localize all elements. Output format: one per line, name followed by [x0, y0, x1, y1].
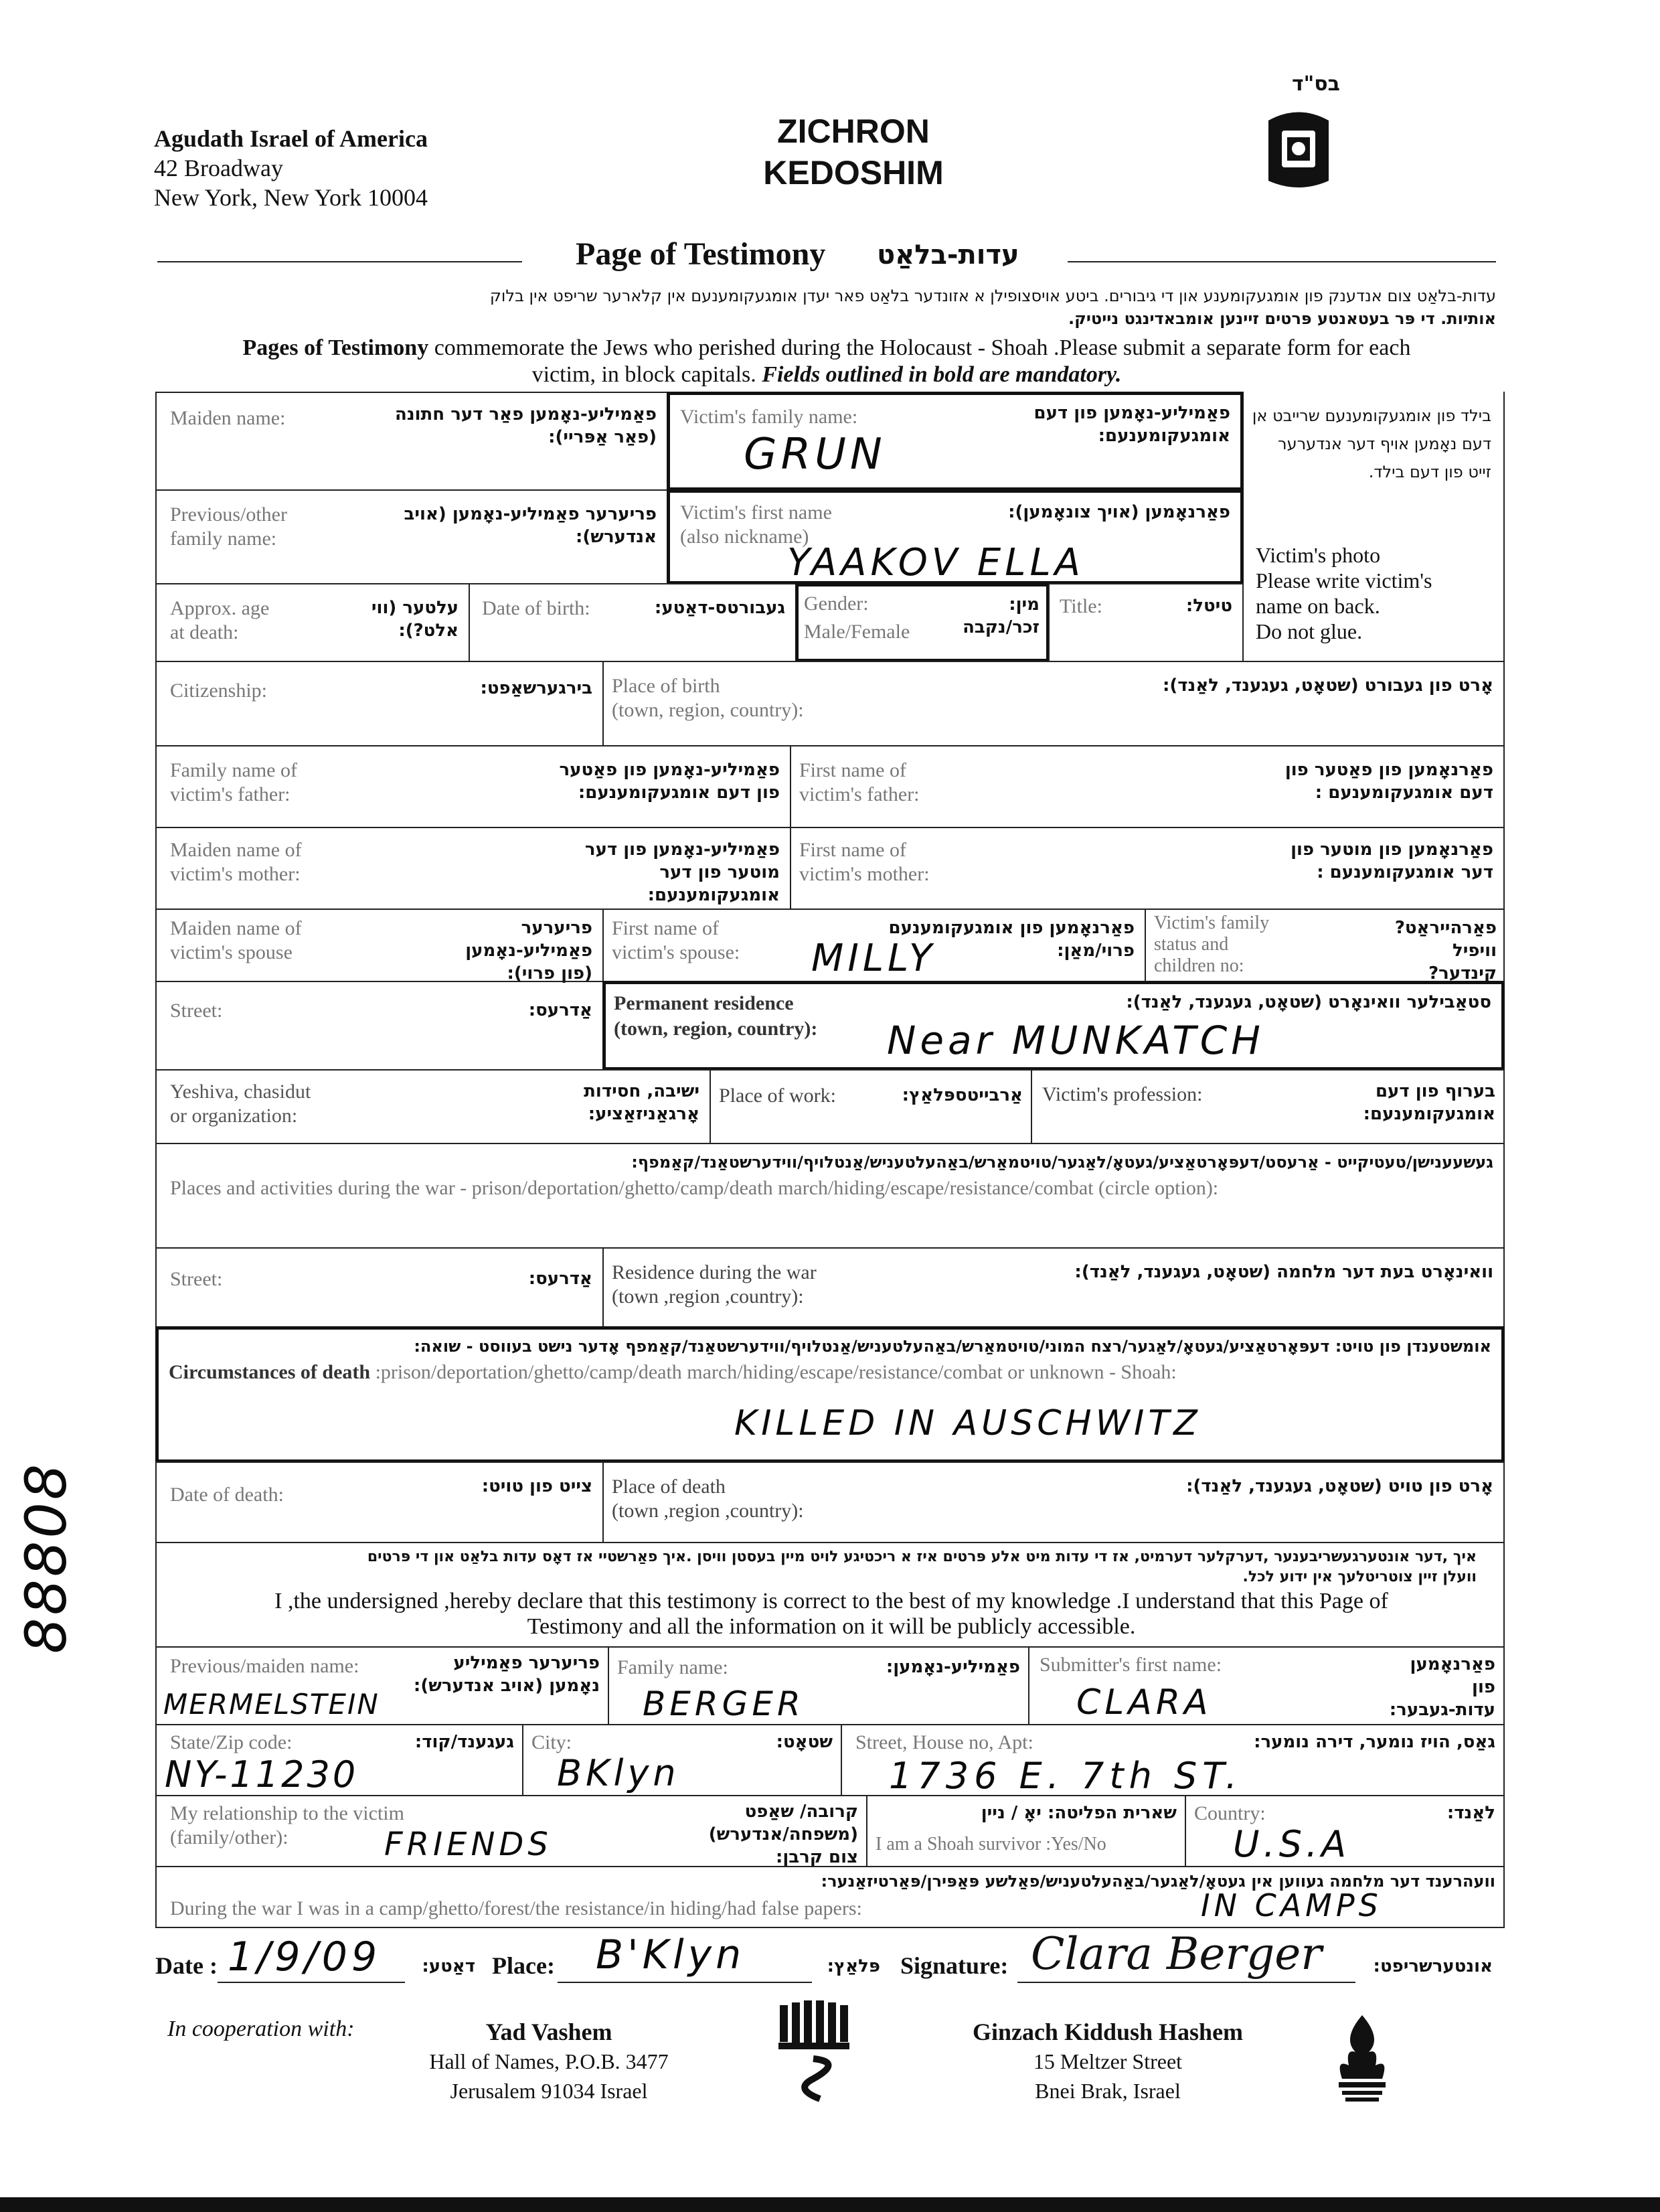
yad-vashem-name: Yad Vashem	[485, 2019, 612, 2045]
date-of-death-label: Date of death:	[170, 1484, 284, 1506]
circumstances-hebrew: אומשטענדן פון טויט: דעפּאָרטאַציע/געטאָ/לאַגער/רצח המוני/טויטמאַרש/באַהעלטעניש/אַנטלויף/ווידערשטאַנד/קאַמפף אָדער נישט בעווסט - שואה:	[414, 1337, 1491, 1356]
residence-war-label-2: (town ,region ,country):	[612, 1285, 804, 1308]
title-label: Title:	[1060, 595, 1102, 617]
permanent-residence-label-1: Permanent residence	[614, 992, 794, 1014]
date-of-birth-label: Date of birth:	[482, 597, 590, 619]
place-hebrew: פּלאַץ:	[827, 1956, 880, 1976]
form-title-hebrew: עדות-בלאַט	[877, 240, 1019, 270]
spouse-first-name-field[interactable]	[602, 908, 1146, 982]
approx-age-field[interactable]	[155, 583, 470, 662]
approx-age-label-2: at death:	[170, 621, 239, 643]
circumstances-label-bold: Circumstances of death	[169, 1361, 371, 1383]
state-zip-label: State/Zip code:	[170, 1731, 293, 1753]
victim-family-name-value: GRUN	[744, 430, 886, 479]
place-of-work-field[interactable]	[710, 1069, 1032, 1144]
mother-first-label-2: victim's mother:	[799, 863, 930, 885]
residence-war-hebrew: וואינאָרט בעת דער מלחמה (שטאָט, געגענד, לאַנד):	[1074, 1262, 1493, 1282]
submitter-street-label: Street, House no, Apt:	[855, 1731, 1033, 1753]
date-of-birth-field[interactable]	[469, 583, 797, 662]
ginzach-name: Ginzach Kiddush Hashem	[972, 2019, 1244, 2045]
victim-first-name-value: YAAKOV ELLA	[787, 541, 1084, 584]
spouse-first-label-1: First name of	[612, 917, 719, 939]
victim-first-name-label-1: Victim's first name	[680, 501, 832, 524]
gender-options: Male/Female	[804, 621, 910, 643]
permanent-residence-hebrew: סטאַבילער וואינאָרט (שטאָט, געגענד, לאַנד):	[1126, 992, 1491, 1012]
ginzach-flame-logo-icon	[1329, 2012, 1396, 2106]
bsd-mark: בס"ד	[1292, 72, 1340, 96]
submitter-family-name-label: Family name:	[617, 1656, 728, 1678]
during-war-label: During the war I was in a camp/ghetto/forest/the resistance/in hiding/had false papers:	[170, 1897, 862, 1919]
place-of-birth-label-2: (town, region, country):	[612, 699, 804, 721]
ginzach-block	[920, 2017, 1295, 2106]
mother-first-hebrew: פאַרנאָמען פון מוטער פון דער אומגעקומענעם :	[1291, 840, 1493, 882]
street-hebrew: אַדרעס:	[528, 1000, 592, 1020]
submitter-prev-maiden-hebrew: פריערער פאַמיליע נאָמען (אויב אנדערש):	[413, 1653, 600, 1696]
circumstances-value: KILLED IN AUSCHWITZ	[734, 1403, 1201, 1443]
submitter-prev-maiden-value: MERMELSTEIN	[163, 1688, 380, 1721]
citizenship-hebrew: בירגערשאַפט:	[480, 678, 592, 698]
signature-label: Signature:	[900, 1952, 1009, 1979]
relationship-label-1: My relationship to the victim	[170, 1802, 404, 1824]
signature-value: Clara Berger	[1031, 1928, 1322, 1980]
spouse-first-hebrew: פאַרנאָמען פון אומגעקומענעם פרוי/מאַן:	[888, 918, 1135, 961]
during-war-field[interactable]	[155, 1866, 1505, 1928]
victim-first-name-label-2: (also nickname)	[680, 526, 809, 548]
victim-family-name-hebrew: פאַמיליע-נאָמען פון דעם אומגעקומענעם:	[1033, 403, 1230, 446]
mother-first-name-field[interactable]	[790, 827, 1505, 910]
war-activities-field[interactable]	[155, 1143, 1505, 1249]
previous-family-name-label	[170, 503, 287, 551]
intro-bold: Pages of Testimony	[242, 335, 429, 360]
submitter-family-name-value: BERGER	[643, 1684, 805, 1723]
citizenship-label: Citizenship:	[170, 680, 267, 702]
country-label: Country:	[1194, 1802, 1266, 1824]
declaration-block	[155, 1542, 1505, 1648]
intro-mandatory: Fields outlined in bold are mandatory.	[762, 362, 1122, 387]
program-title-line2: KEDOSHIM	[763, 154, 944, 191]
mother-maiden-label-1: Maiden name of	[170, 839, 302, 861]
org-address1: 42 Broadway	[154, 155, 283, 181]
victim-first-name-field[interactable]	[667, 489, 1244, 584]
city-value: BKlyn	[557, 1752, 680, 1794]
permanent-residence-label-2: (town, region, country):	[614, 1018, 818, 1040]
date-label: Date :	[155, 1952, 218, 1979]
mother-maiden-name-field[interactable]	[155, 827, 791, 910]
relationship-value: FRIENDS	[384, 1826, 552, 1863]
previous-family-name-field[interactable]	[155, 489, 668, 584]
state-zip-value: NY-11230	[165, 1753, 359, 1796]
circumstances-label-rest: :prison/deportation/ghetto/camp/death march/hiding/escape/resistance/combat or unknown - Shoah:	[370, 1361, 1177, 1383]
profession-hebrew: בערוף פון דעם אומגעקומענעם:	[1363, 1081, 1495, 1124]
date-value: 1/9/09	[228, 1933, 382, 1980]
maiden-name-label: Maiden name:	[170, 407, 286, 429]
date-hebrew: דאַטע:	[422, 1956, 475, 1976]
place-of-work-label: Place of work:	[719, 1085, 836, 1107]
city-label: City:	[531, 1731, 572, 1753]
place-of-birth-label	[612, 674, 804, 722]
program-title	[723, 110, 984, 193]
previous-family-name-label-1: Previous/other	[170, 503, 287, 526]
father-family-name-label	[170, 759, 297, 807]
state-zip-field[interactable]	[155, 1724, 523, 1796]
yeshiva-hebrew: ישיבה, חסידות אָרגאַניזאַציע:	[584, 1081, 699, 1124]
signature-hebrew: אונטערשריפט:	[1373, 1956, 1493, 1976]
father-first-name-field[interactable]	[790, 745, 1505, 828]
gender-hebrew: מין: זכר/נקבה	[963, 595, 1040, 637]
father-first-hebrew: פאַרנאָמען פון פאַטער פון דעם אומגעקומענעם :	[1284, 760, 1493, 803]
during-war-value: IN CAMPS	[1201, 1887, 1382, 1923]
victim-family-name-field[interactable]	[667, 392, 1244, 491]
place-of-death-label-1: Place of death	[612, 1476, 726, 1498]
gender-field[interactable]	[795, 583, 1050, 662]
title-rule-left	[157, 261, 522, 262]
yad-vashem-addr1: Hall of Names, P.O.B. 3477	[429, 2049, 669, 2073]
submitter-prev-maiden-label: Previous/maiden name:	[170, 1655, 359, 1677]
place-of-birth-label-1: Place of birth	[612, 675, 720, 697]
intro-line2: victim, in block capitals.	[531, 362, 762, 387]
street-label: Street:	[170, 1000, 223, 1022]
approx-age-label-1: Approx. age	[170, 597, 270, 619]
state-zip-hebrew: געגענד/קוד:	[414, 1732, 514, 1752]
scan-bottom-edge	[0, 2197, 1660, 2212]
cooperation-label: In cooperation with:	[167, 2017, 355, 2041]
yad-vashem-block	[395, 2017, 703, 2106]
circumstances-label	[169, 1360, 1177, 1385]
ginzach-addr1: 15 Meltzer Street	[1033, 2049, 1183, 2073]
country-field[interactable]	[1185, 1795, 1505, 1867]
date-of-death-hebrew: צייט פון טויט:	[481, 1476, 592, 1496]
approx-age-label	[170, 597, 269, 645]
photo-note-line1: Victim's photo	[1256, 543, 1381, 567]
submitter-street-hebrew: גאַס, הויז נומער, דירה נומער:	[1254, 1732, 1495, 1752]
side-reference-number: 88808	[13, 1461, 79, 1654]
date-underline	[218, 1982, 405, 1983]
family-status-label-2: status and	[1154, 934, 1229, 955]
submitter-first-name-value: CLARA	[1076, 1682, 1212, 1723]
father-first-name-label	[799, 759, 920, 807]
spouse-first-label	[612, 917, 740, 965]
family-status-label-3: children no:	[1154, 955, 1244, 976]
signature-underline	[1017, 1982, 1355, 1983]
place-of-work-hebrew: אַרבייטספּלאַץ:	[902, 1085, 1023, 1105]
intro-rest: commemorate the Jews who perished during the Holocaust - Shoah .Please submit a separate form for each	[428, 335, 1411, 360]
declaration-english	[157, 1589, 1506, 1640]
permanent-residence-value: Near MUNKATCH	[887, 1018, 1264, 1063]
place-of-death-hebrew: אָרט פון טויט (שטאָט, געגענד, לאַנד):	[1186, 1476, 1493, 1496]
victim-photo-area[interactable]	[1242, 392, 1505, 659]
place-label: Place:	[492, 1952, 555, 1979]
street-field[interactable]	[155, 981, 604, 1071]
family-status-label-1: Victim's family	[1154, 913, 1270, 933]
residence-war-label-1: Residence during the war	[612, 1261, 817, 1283]
relationship-hebrew	[590, 1800, 858, 1869]
father-family-hebrew: פאַמיליע-נאָמען פון פאַטער פון דעם אומגעקומענעם:	[559, 760, 780, 803]
street-war-hebrew: אַדרעס:	[528, 1269, 592, 1289]
photo-note-hebrew: בילד פון אומגעקומענעם שרייבט אן דעם נאָמען אויף דער אנדערער זייט פון דעם בילד.	[1252, 406, 1491, 481]
place-of-death-label	[612, 1475, 804, 1523]
profession-field[interactable]	[1031, 1069, 1505, 1144]
submitter-street-value: 1736 E. 7th ST.	[889, 1755, 1242, 1797]
spouse-maiden-name-field[interactable]	[155, 908, 604, 982]
mother-maiden-hebrew: פאַמיליע-נאָמען פון דער מוטער פון דער אומגעקומענעם:	[584, 840, 780, 905]
relationship-label	[170, 1802, 404, 1850]
yeshiva-label	[170, 1080, 311, 1128]
submitter-prev-maiden-field[interactable]	[155, 1646, 609, 1725]
relationship-field[interactable]	[155, 1795, 867, 1867]
victim-family-name-label: Victim's family name:	[680, 406, 858, 428]
photo-note-line2: Please write victim's	[1256, 568, 1432, 592]
spouse-maiden-label-2: victim's spouse	[170, 941, 293, 963]
org-name: Agudath Israel of America	[154, 125, 428, 152]
during-war-hebrew: וועהרענד דער מלחמה געווען אין געטאָ/לאַגער/באַהעלטעניש/פאַלשע פּאַפּירן/פּאַרטיזאַנער:	[821, 1872, 1495, 1891]
mother-maiden-label-2: victim's mother:	[170, 863, 301, 885]
spouse-first-value: MILLY	[811, 937, 936, 980]
title-hebrew: טיטל:	[1185, 596, 1232, 616]
submitter-first-name-field[interactable]	[1028, 1646, 1505, 1725]
father-family-name-field[interactable]	[155, 745, 791, 828]
ginzach-addr2: Bnei Brak, Israel	[1035, 2079, 1181, 2103]
submitter-street-field[interactable]	[841, 1724, 1505, 1796]
spouse-first-label-2: victim's spouse:	[612, 941, 740, 963]
declaration-hebrew-1: איך ,דער אונטערגעשריבענער ,דערקלער דערמיט, אז די עדות מיט אלע פּרטים איז א ריכטיגע לויט מיין בעסטן וויסן .איך פאַרשטיי אז דאָס עדות בלאַט און די פּרטים	[367, 1549, 1477, 1565]
place-of-birth-field[interactable]	[602, 661, 1505, 746]
submitter-family-name-hebrew: פאַמיליע-נאָמען:	[886, 1657, 1020, 1677]
maiden-name-hebrew: פאַמיליע-נאָמען פאַר דער חתונה (פאַר אַפּריי):	[394, 404, 657, 447]
residence-war-label	[612, 1261, 817, 1309]
relationship-hebrew-2: צום קרבן:	[775, 1847, 858, 1867]
profession-label: Victim's profession:	[1042, 1083, 1203, 1105]
date-of-death-field[interactable]	[155, 1462, 604, 1543]
declaration-hebrew-2: וועלן זיין צוטריטלעך אין ידוע לכל.	[1242, 1569, 1477, 1585]
country-value: U.S.A	[1233, 1823, 1351, 1865]
declaration-hebrew	[205, 1547, 1477, 1587]
permanent-residence-label	[614, 991, 817, 1042]
family-status-field[interactable]	[1145, 908, 1505, 982]
father-first-label-2: victim's father:	[799, 783, 920, 805]
citizenship-field[interactable]	[155, 661, 604, 746]
agudah-logo-icon	[1262, 107, 1335, 194]
street-war-field[interactable]	[155, 1247, 604, 1328]
hebrew-intro-line1: עדות-בלאַט צום אנדענק פון אומגעקומענע און די גיבורים. ביטע אויסצופילן א אזונדער בלאַט פאר יעדן אומגעקומענעם אין קלארער שריפט אין בלוק	[489, 287, 1496, 305]
survivor-hebrew: שארית הפליטה: יאָ / ניין	[981, 1803, 1177, 1823]
yeshiva-label-2: or organization:	[170, 1105, 298, 1127]
yeshiva-field[interactable]	[155, 1069, 711, 1144]
mother-maiden-label	[170, 838, 302, 886]
circumstances-field[interactable]	[155, 1326, 1505, 1463]
org-address2: New York, New York 10004	[154, 184, 428, 211]
father-first-label-1: First name of	[799, 759, 906, 781]
hebrew-intro	[157, 285, 1496, 330]
survivor-field[interactable]	[866, 1795, 1186, 1867]
war-activities-label: Places and activities during the war - prison/deportation/ghetto/camp/death march/hiding/escape/resistance/combat (circle option):	[170, 1177, 1219, 1199]
previous-family-name-hebrew: פריערער פאַמיליע-נאָמען (אויב אנדערש):	[404, 504, 657, 547]
relationship-label-2: (family/other):	[170, 1826, 288, 1848]
mother-first-label-1: First name of	[799, 839, 906, 861]
date-of-birth-hebrew: געבורטס-דאַטע:	[654, 598, 785, 618]
residence-war-field[interactable]	[602, 1247, 1505, 1328]
father-family-label-2: victim's father:	[170, 783, 290, 805]
previous-family-name-label-2: family name:	[170, 528, 277, 550]
spouse-maiden-hebrew: פריערער פאַמיליע-נאָמען (פון פרוי):	[465, 918, 592, 983]
place-of-death-label-2: (town ,region ,country):	[612, 1500, 804, 1522]
hebrew-intro-line2: אותיות. די פּר בעטאנטע פּרטים זיינען אומבאדינגט נייטיק.	[1068, 309, 1496, 328]
city-field[interactable]	[522, 1724, 842, 1796]
place-of-death-field[interactable]	[602, 1462, 1505, 1543]
photo-note-english	[1256, 542, 1432, 644]
place-underline	[558, 1982, 812, 1983]
place-value: B'Klyn	[596, 1931, 746, 1978]
declaration-english-2: Testimony and all the information on it will be publicly accessible.	[527, 1614, 1136, 1639]
family-status-label	[1154, 913, 1269, 977]
title-field[interactable]	[1048, 583, 1244, 662]
street-war-label: Street:	[170, 1268, 223, 1290]
relationship-hebrew-1: קרובה/ שאַפט (משפחה/אנדערש)	[708, 1802, 858, 1844]
submitter-first-name-hebrew: פאַרנאָמען פון עדות-געבער:	[1389, 1654, 1495, 1720]
photo-note-line4: Do not glue.	[1256, 619, 1363, 643]
program-title-line1: ZICHRON	[777, 112, 930, 150]
submitter-first-name-label: Submitter's first name:	[1040, 1654, 1222, 1676]
yeshiva-label-1: Yeshiva, chasidut	[170, 1081, 311, 1103]
family-status-hebrew: פאַרהייראַט? וויפיל קינדער?	[1394, 918, 1497, 983]
permanent-residence-field[interactable]	[602, 981, 1505, 1071]
war-activities-hebrew: געשעענישן/טעטיקייט - אַרעסט/דעפּאָרטאַציע/געטאָ/לאַגער/טויטמאַרש/באַהעלטעניש/אַנטלויף/ווידערשטאַנד/קאַמפף:	[631, 1153, 1493, 1172]
maiden-name-field[interactable]	[155, 392, 668, 491]
father-family-label-1: Family name of	[170, 759, 297, 781]
yad-vashem-addr2: Jerusalem 91034 Israel	[450, 2079, 648, 2103]
english-intro	[157, 335, 1496, 388]
title-rule-right	[1068, 261, 1496, 262]
gender-label: Gender:	[804, 592, 869, 615]
spouse-maiden-label	[170, 917, 302, 965]
form-title: Page of Testimony	[576, 236, 826, 272]
country-hebrew: לאַנד:	[1446, 1803, 1495, 1823]
org-block	[154, 124, 428, 212]
victim-first-name-hebrew: פאַרנאָמען (אויך צונאָמען):	[1008, 502, 1230, 522]
submitter-family-name-field[interactable]	[608, 1646, 1029, 1725]
approx-age-hebrew: עלטער (ווי אלט?):	[371, 598, 459, 641]
city-hebrew: שטאָט:	[776, 1732, 833, 1752]
survivor-label: I am a Shoah survivor :Yes/No	[876, 1834, 1106, 1854]
place-of-birth-hebrew: אָרט פון געבורט (שטאָט, געגענד, לאַנד):	[1162, 676, 1493, 696]
yad-vashem-logo-icon	[773, 1998, 860, 2106]
spouse-maiden-label-1: Maiden name of	[170, 917, 302, 939]
photo-note-line3: name on back.	[1256, 594, 1380, 618]
declaration-english-1: I ,the undersigned ,hereby declare that this testimony is correct to the best of my knowledge .I understand that this Page of	[274, 1589, 1388, 1613]
mother-first-label	[799, 838, 930, 886]
